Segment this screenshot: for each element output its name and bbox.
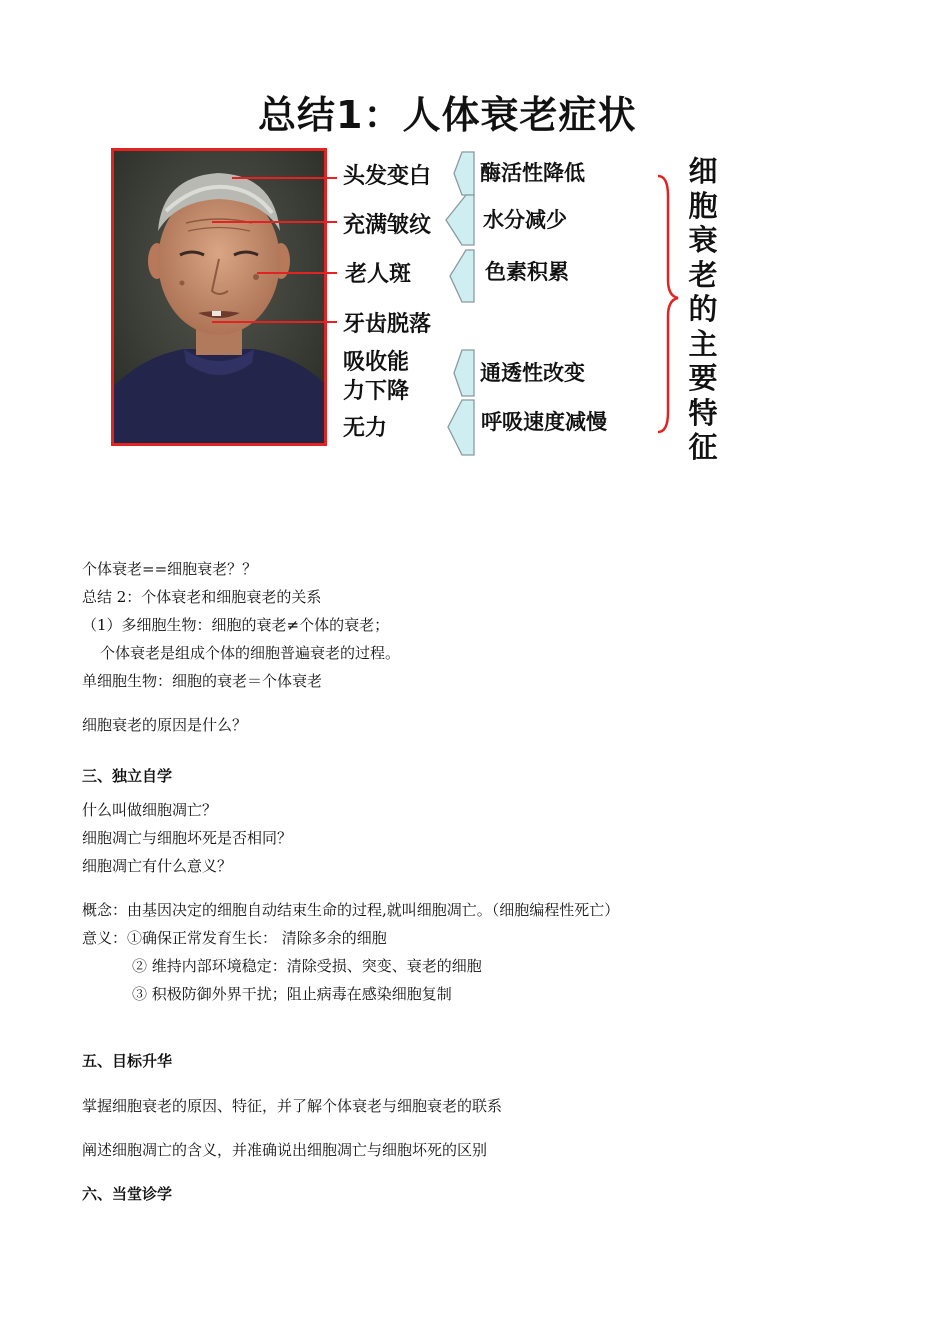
goal-line-1: 掌握细胞衰老的原因、特征，并了解个体衰老与细胞衰老的联系	[82, 1097, 503, 1115]
question-cause: 细胞衰老的原因是什么？	[82, 716, 248, 734]
feature-respiration: 呼吸速度减慢	[481, 410, 607, 434]
concept-line: 概念：由基因决定的细胞自动结束生命的过程,就叫细胞凋亡。（细胞编程性死亡）	[82, 901, 620, 919]
point-unicellular: 单细胞生物：细胞的衰老＝个体衰老	[82, 672, 323, 690]
meaning-line-2: ② 维持内部环境稳定：清除受损、突变、衰老的细胞	[132, 957, 482, 975]
arrow-2-icon	[446, 195, 474, 245]
feature-water: 水分减少	[483, 208, 567, 232]
feature-permeability: 通透性改变	[480, 361, 585, 385]
arrow-1-icon	[454, 152, 474, 195]
symptom-absorption-line1: 吸收能	[343, 350, 410, 375]
point-multicellular: （1）多细胞生物：细胞的衰老≠个体的衰老；	[82, 616, 390, 634]
connector-lines	[0, 0, 950, 470]
point-multicellular-detail: 个体衰老是组成个体的细胞普遍衰老的过程。	[100, 644, 401, 662]
symptom-tooth-loss: 牙齿脱落	[343, 312, 432, 337]
arrow-4-icon	[454, 350, 474, 396]
symptom-wrinkles: 充满皱纹	[343, 213, 432, 238]
bracket-brace	[658, 176, 678, 432]
symptom-age-spots: 老人斑	[345, 262, 412, 287]
arrow-3-icon	[450, 250, 474, 302]
symptom-white-hair: 头发变白	[343, 164, 432, 189]
meaning-line-1: 意义：①确保正常发育生长： 清除多余的细胞	[82, 929, 387, 947]
section-5-heading: 五、目标升华	[82, 1052, 173, 1070]
symptom-weakness: 无力	[343, 416, 388, 441]
feature-pigment: 色素积累	[485, 260, 569, 284]
figure-title: 总结1：人体衰老症状	[258, 93, 637, 137]
question-apoptosis-meaning: 细胞凋亡有什么意义？	[82, 857, 233, 875]
summary-2: 总结 2：个体衰老和细胞衰老的关系	[82, 588, 322, 606]
section-3-heading: 三、独立自学	[82, 767, 173, 785]
goal-line-2: 阐述细胞凋亡的含义，并准确说出细胞凋亡与细胞坏死的区别	[82, 1141, 488, 1159]
meaning-line-3: ③ 积极防御外界干扰；阻止病毒在感染细胞复制	[132, 985, 452, 1003]
symptom-absorption-line2: 力下降	[343, 379, 410, 404]
feature-enzyme: 酶活性降低	[480, 161, 585, 185]
question-apoptosis-vs-necrosis: 细胞凋亡与细胞坏死是否相同？	[82, 829, 293, 847]
question-individual-vs-cell: 个体衰老==细胞衰老？？	[82, 560, 258, 578]
bracket-label: 细胞衰老的主要特征	[688, 154, 718, 464]
question-apoptosis: 什么叫做细胞凋亡？	[82, 801, 218, 819]
arrow-5-icon	[448, 400, 474, 455]
summary-figure	[0, 0, 950, 470]
section-6-heading: 六、当堂诊学	[82, 1185, 173, 1203]
